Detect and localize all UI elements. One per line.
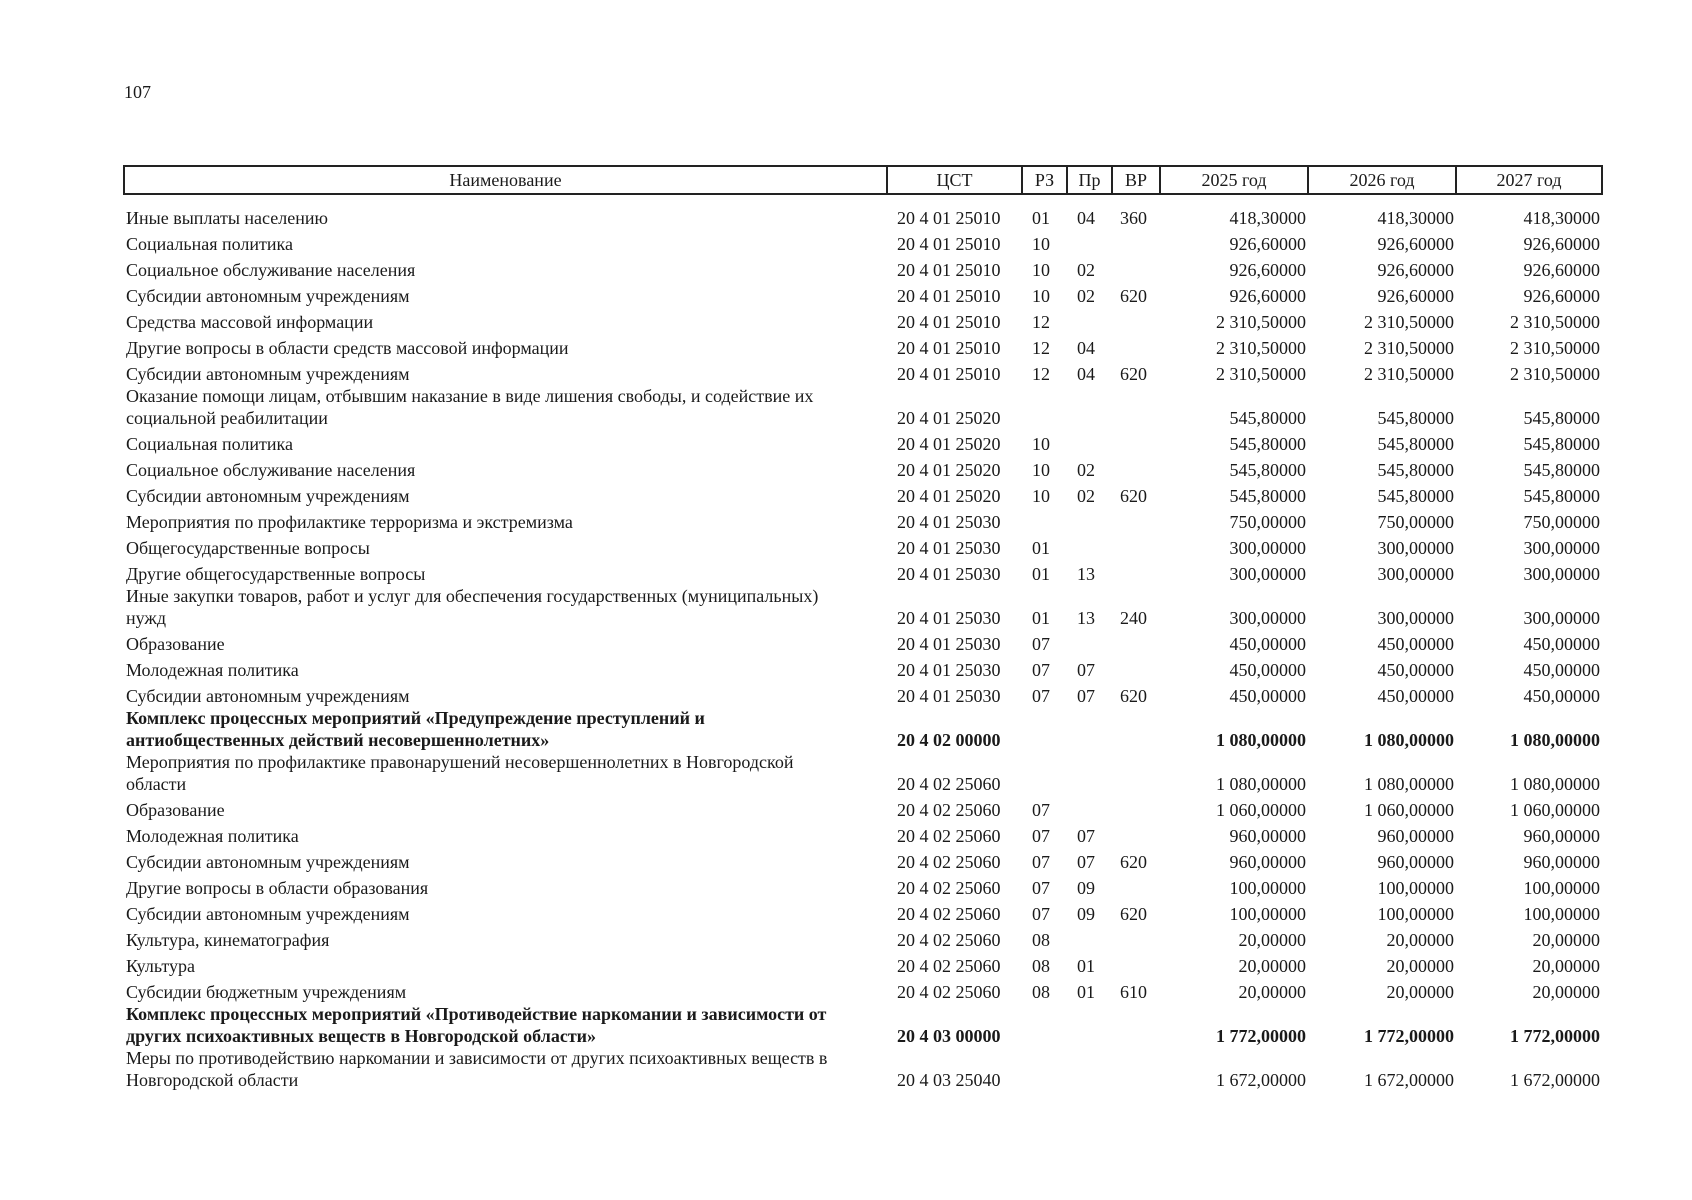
cell-y2027: 926,60000 [1523, 286, 1600, 306]
cell-y2025: 2 310,50000 [1216, 338, 1306, 358]
cell-name: Образование [126, 634, 225, 654]
cell-pr [1067, 307, 1112, 333]
cell-name: Субсидии автономным учреждениям [126, 364, 410, 384]
table-row [124, 194, 1602, 229]
cell-cst: 20 4 01 25020 [897, 460, 1001, 480]
cell-y2027: 418,30000 [1523, 208, 1600, 228]
cell-cst: 20 4 01 25030 [897, 608, 1001, 628]
cell-y2026: 960,00000 [1377, 852, 1454, 872]
cell-y2026: 926,60000 [1377, 234, 1454, 254]
cell-rz: 12 [1032, 338, 1050, 358]
cell-y2027: 20,00000 [1532, 956, 1600, 976]
header-vr: ВР [1112, 166, 1160, 194]
table-row [124, 847, 1602, 873]
cell-cst: 20 4 02 25060 [897, 930, 1001, 950]
table-row [124, 821, 1602, 847]
cell-y2027: 20,00000 [1532, 982, 1600, 1002]
cell-vr [1112, 533, 1160, 559]
cell-vr [1112, 1003, 1160, 1047]
cell-y2025: 2 310,50000 [1216, 364, 1306, 384]
cell-y2027: 450,00000 [1523, 686, 1600, 706]
cell-name: Культура, кинематография [126, 930, 330, 950]
cell-y2027: 300,00000 [1523, 608, 1600, 628]
cell-y2025: 960,00000 [1229, 852, 1306, 872]
cell-y2027: 2 310,50000 [1510, 364, 1600, 384]
cell-name: Социальное обслуживание населения [126, 460, 416, 480]
table-row [124, 481, 1602, 507]
cell-y2026: 1 772,00000 [1364, 1026, 1454, 1046]
cell-rz [1022, 751, 1067, 795]
table-row [124, 281, 1602, 307]
cell-vr [1112, 429, 1160, 455]
cell-cst: 20 4 02 25060 [897, 904, 1001, 924]
cell-y2027: 100,00000 [1523, 904, 1600, 924]
cell-rz: 12 [1032, 312, 1050, 332]
cell-cst: 20 4 02 25060 [897, 982, 1001, 1002]
cell-y2025: 20,00000 [1238, 982, 1306, 1002]
cell-rz: 07 [1032, 878, 1050, 898]
cell-name: Субсидии автономным учреждениям [126, 486, 410, 506]
cell-y2026: 300,00000 [1377, 608, 1454, 628]
cell-y2026: 20,00000 [1386, 956, 1454, 976]
cell-name: Мероприятия по профилактике терроризма и экстремизма [126, 512, 573, 532]
cell-rz: 07 [1032, 904, 1050, 924]
cell-cst: 20 4 01 25030 [897, 564, 1001, 584]
table-row [124, 681, 1602, 707]
cell-vr [1112, 455, 1160, 481]
table-row-section [124, 707, 1602, 751]
cell-pr: 01 [1077, 956, 1095, 976]
cell-name: Общегосударственные вопросы [126, 538, 370, 558]
cell-cst: 20 4 03 00000 [897, 1026, 1001, 1046]
cell-y2025: 300,00000 [1229, 538, 1306, 558]
cell-vr [1112, 873, 1160, 899]
cell-rz [1022, 385, 1067, 429]
cell-pr: 04 [1077, 338, 1095, 358]
cell-y2025: 2 310,50000 [1216, 312, 1306, 332]
cell-y2026: 450,00000 [1377, 660, 1454, 680]
cell-cst: 20 4 01 25010 [897, 338, 1001, 358]
cell-y2026: 750,00000 [1377, 512, 1454, 532]
table-row [124, 751, 1602, 795]
cell-y2026: 926,60000 [1377, 286, 1454, 306]
header-cst: ЦСТ [887, 166, 1022, 194]
cell-cst: 20 4 01 25030 [897, 660, 1001, 680]
cell-vr [1112, 385, 1160, 429]
table-row [124, 307, 1602, 333]
cell-pr: 02 [1077, 486, 1095, 506]
cell-y2027: 545,80000 [1523, 486, 1600, 506]
table-row [124, 255, 1602, 281]
cell-cst: 20 4 01 25010 [897, 208, 1001, 228]
cell-y2025: 545,80000 [1229, 460, 1306, 480]
cell-name: Молодежная политика [126, 826, 299, 846]
cell-y2025: 926,60000 [1229, 234, 1306, 254]
cell-y2025: 100,00000 [1229, 904, 1306, 924]
cell-pr [1067, 533, 1112, 559]
cell-cst: 20 4 02 25060 [897, 800, 1001, 820]
cell-pr [1067, 1047, 1112, 1091]
cell-vr [1112, 821, 1160, 847]
cell-y2026: 1 060,00000 [1364, 800, 1454, 820]
cell-y2025: 100,00000 [1229, 878, 1306, 898]
cell-vr: 620 [1120, 852, 1147, 872]
cell-rz: 07 [1032, 660, 1050, 680]
cell-y2025: 1 772,00000 [1216, 1026, 1306, 1046]
cell-y2025: 1 060,00000 [1216, 800, 1306, 820]
cell-y2027: 926,60000 [1523, 234, 1600, 254]
cell-pr: 01 [1077, 982, 1095, 1002]
cell-y2026: 1 080,00000 [1364, 730, 1454, 750]
cell-name: Средства массовой информации [126, 312, 374, 332]
table-row [124, 559, 1602, 585]
cell-vr: 620 [1120, 364, 1147, 384]
table-row-section [124, 1003, 1602, 1047]
cell-vr [1112, 707, 1160, 751]
cell-name: Иные выплаты населению [126, 208, 328, 228]
cell-y2027: 450,00000 [1523, 634, 1600, 654]
cell-y2026: 545,80000 [1377, 486, 1454, 506]
cell-cst: 20 4 01 25030 [897, 512, 1001, 532]
cell-y2025: 450,00000 [1229, 686, 1306, 706]
cell-vr: 620 [1120, 486, 1147, 506]
cell-cst: 20 4 01 25020 [897, 434, 1001, 454]
cell-vr [1112, 925, 1160, 951]
cell-y2026: 545,80000 [1377, 434, 1454, 454]
cell-pr: 13 [1077, 564, 1095, 584]
cell-y2025: 926,60000 [1229, 260, 1306, 280]
cell-pr: 04 [1077, 364, 1095, 384]
table-row [124, 925, 1602, 951]
cell-rz: 01 [1032, 208, 1050, 228]
cell-y2025: 450,00000 [1229, 634, 1306, 654]
cell-y2026: 960,00000 [1377, 826, 1454, 846]
cell-y2026: 2 310,50000 [1364, 364, 1454, 384]
cell-vr [1112, 507, 1160, 533]
cell-name: Культура [126, 956, 195, 976]
cell-pr [1067, 385, 1112, 429]
cell-cst: 20 4 02 25060 [897, 878, 1001, 898]
table-row [124, 585, 1602, 629]
cell-vr: 620 [1120, 286, 1147, 306]
cell-rz: 07 [1032, 826, 1050, 846]
cell-pr: 09 [1077, 878, 1095, 898]
cell-rz: 01 [1032, 564, 1050, 584]
cell-y2025: 20,00000 [1238, 930, 1306, 950]
cell-vr: 610 [1120, 982, 1147, 1002]
cell-vr [1112, 229, 1160, 255]
cell-name: Социальное обслуживание населения [126, 260, 416, 280]
cell-pr: 07 [1077, 852, 1095, 872]
cell-y2025: 926,60000 [1229, 286, 1306, 306]
cell-y2025: 1 672,00000 [1216, 1070, 1306, 1090]
cell-pr [1067, 429, 1112, 455]
table-row [124, 977, 1602, 1003]
cell-vr: 360 [1120, 208, 1147, 228]
table-row [124, 333, 1602, 359]
cell-pr: 07 [1077, 686, 1095, 706]
cell-rz: 07 [1032, 800, 1050, 820]
cell-y2026: 20,00000 [1386, 930, 1454, 950]
header-rz: РЗ [1022, 166, 1067, 194]
cell-cst: 20 4 02 00000 [897, 730, 1001, 750]
cell-vr [1112, 559, 1160, 585]
cell-cst: 20 4 02 25060 [897, 852, 1001, 872]
cell-vr [1112, 655, 1160, 681]
cell-y2027: 545,80000 [1523, 408, 1600, 428]
cell-cst: 20 4 03 25040 [897, 1070, 1001, 1090]
table-row [124, 629, 1602, 655]
cell-cst: 20 4 01 25010 [897, 234, 1001, 254]
cell-name: Оказание помощи лицам, отбывшим наказание в виде лишения свободы, и содействие их социальной реабилитации [126, 386, 814, 428]
page-number: 107 [124, 82, 151, 102]
cell-rz: 08 [1032, 956, 1050, 976]
table-row [124, 429, 1602, 455]
header-2027: 2027 год [1456, 166, 1602, 194]
cell-y2026: 300,00000 [1377, 538, 1454, 558]
cell-rz: 10 [1032, 286, 1050, 306]
cell-rz: 07 [1032, 852, 1050, 872]
cell-cst: 20 4 01 25020 [897, 408, 1001, 428]
cell-vr: 620 [1120, 904, 1147, 924]
cell-y2027: 300,00000 [1523, 564, 1600, 584]
cell-rz: 08 [1032, 982, 1050, 1002]
cell-y2027: 2 310,50000 [1510, 312, 1600, 332]
cell-cst: 20 4 01 25030 [897, 538, 1001, 558]
cell-y2026: 300,00000 [1377, 564, 1454, 584]
cell-vr [1112, 1047, 1160, 1091]
cell-name: Молодежная политика [126, 660, 299, 680]
cell-name: Другие вопросы в области образования [126, 878, 429, 898]
cell-y2027: 926,60000 [1523, 260, 1600, 280]
cell-y2026: 545,80000 [1377, 408, 1454, 428]
cell-pr: 02 [1077, 460, 1095, 480]
table-row [124, 507, 1602, 533]
cell-y2025: 450,00000 [1229, 660, 1306, 680]
cell-y2026: 100,00000 [1377, 878, 1454, 898]
cell-y2026: 545,80000 [1377, 460, 1454, 480]
table-row [124, 873, 1602, 899]
cell-y2025: 20,00000 [1238, 956, 1306, 976]
cell-rz: 10 [1032, 460, 1050, 480]
cell-y2026: 450,00000 [1377, 634, 1454, 654]
cell-pr: 09 [1077, 904, 1095, 924]
cell-y2027: 1 772,00000 [1510, 1026, 1600, 1046]
cell-rz: 01 [1032, 608, 1050, 628]
cell-cst: 20 4 01 25010 [897, 364, 1001, 384]
cell-name: Социальная политика [126, 434, 293, 454]
cell-cst: 20 4 01 25010 [897, 286, 1001, 306]
cell-y2027: 1 060,00000 [1510, 800, 1600, 820]
cell-y2027: 450,00000 [1523, 660, 1600, 680]
cell-pr: 02 [1077, 286, 1095, 306]
cell-pr [1067, 507, 1112, 533]
cell-rz: 10 [1032, 260, 1050, 280]
cell-rz: 10 [1032, 486, 1050, 506]
cell-cst: 20 4 01 25010 [897, 260, 1001, 280]
cell-name: Субсидии автономным учреждениям [126, 286, 410, 306]
cell-y2025: 545,80000 [1229, 434, 1306, 454]
cell-y2025: 418,30000 [1229, 208, 1306, 228]
header-2026: 2026 год [1308, 166, 1456, 194]
cell-y2025: 300,00000 [1229, 608, 1306, 628]
table-header [124, 166, 1602, 194]
header-pr: Пр [1067, 166, 1112, 194]
cell-y2025: 545,80000 [1229, 408, 1306, 428]
cell-y2027: 1 080,00000 [1510, 774, 1600, 794]
cell-name: Субсидии автономным учреждениям [126, 852, 410, 872]
cell-y2026: 450,00000 [1377, 686, 1454, 706]
cell-rz [1022, 707, 1067, 751]
cell-name: Субсидии автономным учреждениям [126, 904, 410, 924]
cell-pr: 02 [1077, 260, 1095, 280]
cell-vr [1112, 333, 1160, 359]
cell-pr [1067, 751, 1112, 795]
cell-rz: 07 [1032, 634, 1050, 654]
cell-name: Субсидии автономным учреждениям [126, 686, 410, 706]
cell-name: Иные закупки товаров, работ и услуг для обеспечения государственных (муниципальных) нужд [126, 586, 819, 628]
table-row [124, 229, 1602, 255]
cell-rz: 12 [1032, 364, 1050, 384]
cell-name: Другие общегосударственные вопросы [126, 564, 426, 584]
cell-y2025: 1 080,00000 [1216, 774, 1306, 794]
cell-vr [1112, 255, 1160, 281]
cell-vr [1112, 751, 1160, 795]
cell-cst: 20 4 01 25010 [897, 312, 1001, 332]
cell-name: Социальная политика [126, 234, 293, 254]
cell-pr: 13 [1077, 608, 1095, 628]
cell-y2027: 750,00000 [1523, 512, 1600, 532]
cell-pr: 07 [1077, 660, 1095, 680]
cell-y2027: 1 672,00000 [1510, 1070, 1600, 1090]
table-row [124, 795, 1602, 821]
cell-pr: 07 [1077, 826, 1095, 846]
cell-pr [1067, 925, 1112, 951]
table-row [124, 899, 1602, 925]
cell-pr [1067, 795, 1112, 821]
cell-y2027: 20,00000 [1532, 930, 1600, 950]
cell-y2025: 960,00000 [1229, 826, 1306, 846]
cell-name: Меры по противодействию наркомании и зависимости от других психоактивных веществ в Новгородской области [126, 1048, 828, 1090]
cell-y2026: 1 672,00000 [1364, 1070, 1454, 1090]
cell-rz: 08 [1032, 930, 1050, 950]
cell-y2026: 20,00000 [1386, 982, 1454, 1002]
cell-cst: 20 4 02 25060 [897, 826, 1001, 846]
table-row [124, 951, 1602, 977]
cell-y2027: 960,00000 [1523, 826, 1600, 846]
table-row [124, 455, 1602, 481]
cell-cst: 20 4 01 25030 [897, 686, 1001, 706]
cell-pr: 04 [1077, 208, 1095, 228]
cell-y2026: 2 310,50000 [1364, 312, 1454, 332]
cell-name: Субсидии бюджетным учреждениям [126, 982, 407, 1002]
cell-pr [1067, 707, 1112, 751]
cell-vr [1112, 795, 1160, 821]
header-name: Наименование [124, 166, 887, 194]
cell-y2027: 2 310,50000 [1510, 338, 1600, 358]
cell-y2027: 960,00000 [1523, 852, 1600, 872]
cell-y2026: 2 310,50000 [1364, 338, 1454, 358]
cell-cst: 20 4 02 25060 [897, 956, 1001, 976]
cell-vr [1112, 629, 1160, 655]
cell-y2026: 926,60000 [1377, 260, 1454, 280]
cell-cst: 20 4 01 25030 [897, 634, 1001, 654]
cell-name: Другие вопросы в области средств массовой информации [126, 338, 569, 358]
cell-y2026: 1 080,00000 [1364, 774, 1454, 794]
header-2025: 2025 год [1160, 166, 1308, 194]
cell-y2025: 1 080,00000 [1216, 730, 1306, 750]
cell-cst: 20 4 02 25060 [897, 774, 1001, 794]
table-row [124, 533, 1602, 559]
cell-vr: 620 [1120, 686, 1147, 706]
cell-y2027: 1 080,00000 [1510, 730, 1600, 750]
cell-rz [1022, 1003, 1067, 1047]
cell-name: Образование [126, 800, 225, 820]
cell-pr [1067, 1003, 1112, 1047]
cell-rz [1022, 1047, 1067, 1091]
cell-y2026: 100,00000 [1377, 904, 1454, 924]
cell-y2025: 750,00000 [1229, 512, 1306, 532]
cell-rz: 10 [1032, 234, 1050, 254]
cell-name: Комплекс процессных мероприятий «Предупреждение преступлений и антиобщественных действий несовершеннолетних» [126, 708, 705, 750]
cell-y2025: 300,00000 [1229, 564, 1306, 584]
table-body [124, 194, 1602, 1091]
table-row [124, 655, 1602, 681]
cell-vr [1112, 307, 1160, 333]
cell-y2027: 545,80000 [1523, 460, 1600, 480]
cell-name: Комплекс процессных мероприятий «Противодействие наркомании и зависимости от других психоактивных веществ в Новгородской области» [126, 1004, 827, 1046]
table-row [124, 359, 1602, 385]
cell-name: Мероприятия по профилактике правонарушений несовершеннолетних в Новгородской области [126, 752, 794, 794]
table-row [124, 1047, 1602, 1091]
cell-vr: 240 [1120, 608, 1147, 628]
cell-cst: 20 4 01 25020 [897, 486, 1001, 506]
cell-y2025: 545,80000 [1229, 486, 1306, 506]
cell-rz [1022, 507, 1067, 533]
cell-pr [1067, 629, 1112, 655]
cell-y2026: 418,30000 [1377, 208, 1454, 228]
cell-rz: 01 [1032, 538, 1050, 558]
cell-rz: 10 [1032, 434, 1050, 454]
cell-y2027: 100,00000 [1523, 878, 1600, 898]
budget-table [123, 165, 1603, 1091]
cell-pr [1067, 229, 1112, 255]
cell-rz: 07 [1032, 686, 1050, 706]
cell-y2027: 300,00000 [1523, 538, 1600, 558]
cell-y2027: 545,80000 [1523, 434, 1600, 454]
table-row [124, 385, 1602, 429]
cell-vr [1112, 951, 1160, 977]
